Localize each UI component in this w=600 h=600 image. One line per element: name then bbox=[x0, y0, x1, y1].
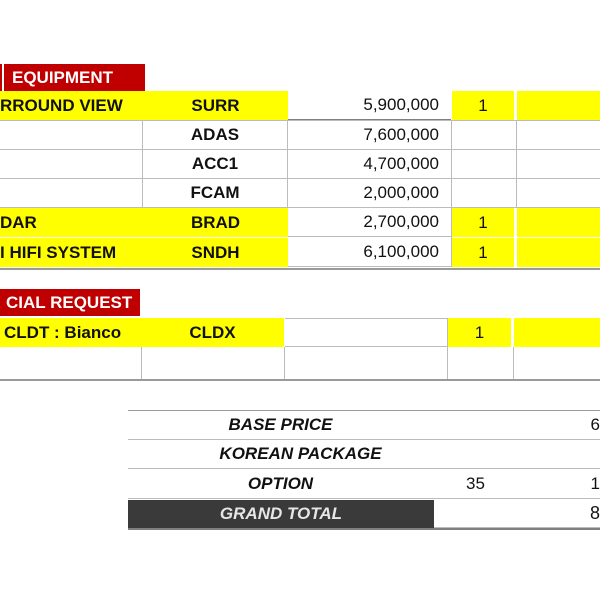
korean-package-value bbox=[473, 440, 600, 469]
equipment-row-5-extra bbox=[517, 238, 600, 267]
equipment-row-3-name bbox=[0, 179, 143, 208]
equipment-row-0-name: RROUND VIEW bbox=[0, 91, 143, 120]
equipment-row-4-name: DAR bbox=[0, 208, 143, 237]
equipment-row-0-qty: 1 bbox=[452, 91, 514, 120]
special-row-1-code bbox=[142, 347, 285, 380]
equipment-row-4-price: 2,700,000 bbox=[288, 208, 452, 237]
equipment-row-0-extra bbox=[517, 91, 600, 120]
equipment-row-3-extra bbox=[517, 179, 600, 208]
special-row-0-extra bbox=[514, 318, 600, 347]
equipment-row-5-name: I HIFI SYSTEM bbox=[0, 238, 143, 267]
equipment-row-5-qty: 1 bbox=[452, 238, 514, 267]
equipment-row-4-code: BRAD bbox=[143, 208, 288, 237]
option-count: 35 bbox=[433, 469, 518, 499]
equipment-bottom-rule bbox=[0, 268, 600, 270]
special-row-0-qty: 1 bbox=[448, 318, 511, 347]
special-row-1-price bbox=[285, 347, 448, 380]
special-row-1-qty bbox=[448, 347, 514, 380]
equipment-row-3-code: FCAM bbox=[143, 179, 288, 208]
equipment-row-1-name bbox=[0, 120, 143, 150]
special-row-1-name bbox=[0, 347, 142, 380]
equipment-row-0-code: SURR bbox=[143, 91, 288, 120]
equipment-row-0-price: 5,900,000 bbox=[288, 91, 451, 120]
special-row-0-code: CLDX bbox=[141, 318, 284, 347]
equipment-row-5-price: 6,100,000 bbox=[288, 237, 452, 267]
equipment-row-5-code: SNDH bbox=[143, 238, 288, 267]
grand-total-value: 8 bbox=[434, 500, 600, 528]
totals-bottom-rule bbox=[128, 528, 600, 530]
special-bottom-rule bbox=[0, 379, 600, 381]
equipment-row-2-price: 4,700,000 bbox=[288, 150, 452, 179]
equipment-row-1-qty bbox=[452, 120, 517, 150]
equipment-header-label: EQUIPMENT bbox=[12, 67, 114, 87]
equipment-row-4-extra bbox=[517, 208, 600, 237]
equipment-row-1-extra bbox=[517, 120, 600, 150]
special-request-header-label: CIAL REQUEST bbox=[6, 292, 133, 312]
equipment-row-3-price: 2,000,000 bbox=[288, 179, 452, 208]
korean-package-label: KOREAN PACKAGE bbox=[128, 440, 473, 469]
grand-total-label: GRAND TOTAL bbox=[128, 500, 434, 528]
equipment-row-4-qty: 1 bbox=[452, 208, 514, 237]
base-price-label: BASE PRICE bbox=[128, 411, 433, 440]
equipment-row-3-qty bbox=[452, 179, 517, 208]
option-value: 1 bbox=[518, 469, 600, 499]
special-row-0-price bbox=[285, 318, 448, 347]
equipment-row-2-name bbox=[0, 150, 143, 179]
special-row-0-name: CLDT : Bianco bbox=[0, 318, 141, 347]
base-price-count bbox=[433, 411, 518, 440]
equipment-section-header bbox=[0, 64, 145, 91]
equipment-row-1-price: 7,600,000 bbox=[288, 120, 452, 150]
equipment-row-1-code: ADAS bbox=[143, 120, 288, 150]
option-label: OPTION bbox=[128, 469, 433, 499]
equipment-row-2-qty bbox=[452, 150, 517, 179]
equipment-row-2-code: ACC1 bbox=[143, 150, 288, 179]
header-divider bbox=[2, 64, 4, 91]
equipment-row-2-extra bbox=[517, 150, 600, 179]
special-request-section-header bbox=[0, 289, 140, 316]
base-price-value: 6 bbox=[518, 411, 600, 440]
